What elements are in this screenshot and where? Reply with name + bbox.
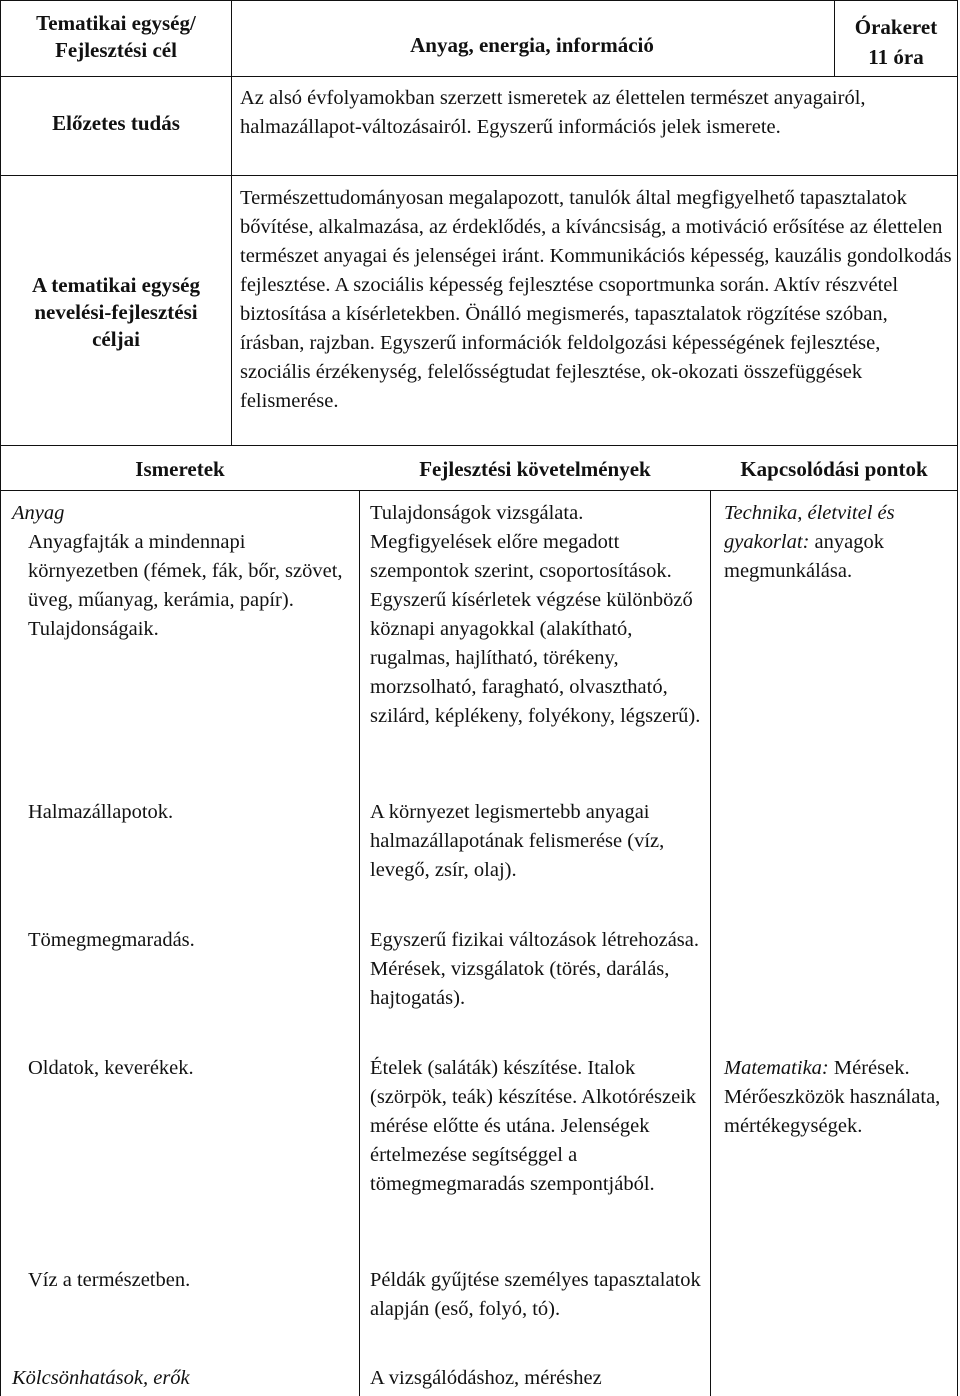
knowledge-column-divider [359,490,360,1396]
tomeg-requirements: Egyszerű fizikai változások létrehozása. Mérések, vizsgálatok (törés, darálás, hajtogatás). [370,929,699,1009]
kolcson-requirements: A vizsgálódáshoz, méréshez [370,1367,602,1389]
viz-knowledge: Víz a természetben. [28,1269,191,1291]
row-divider-3 [0,445,958,446]
anyag-knowledge: Anyagfajták a mindennapi környezetben (fémek, fák, bőr, szövet, üveg, műanyag, kerámia, papír). Tulajdonságaik. [28,531,343,640]
table-border-right [957,0,958,1396]
goals-label: A tematikai egység nevelési-fejlesztési céljai [32,273,200,351]
oldat-knowledge: Oldatok, keverékek. [28,1057,194,1079]
hours-value: 11 óra [868,45,924,69]
anyag-heading: Anyag [12,502,65,524]
anyag-connection-subject: Technika, életvitel és gyakorlat: [724,502,895,553]
viz-requirements: Példák gyűjtése személyes tapasztalatok alapján (eső, folyó, tó). [370,1269,701,1320]
anyag-requirements: Tulajdonságok vizsgálata. Megfigyelések előre megadott szempontok szerint, csoportosítások. Egyszerű kísérletek végzése különböző köznapi anyagokkal (alakítható, rugalmas, hajlítható, törékeny, morzsolható, faragható, olvasztható, szilárd, képlékeny, folyékony, légszerű). [370,502,701,727]
column-header-knowledge: Ismeretek [135,457,225,481]
anyag-connections [724,499,950,586]
table-border-top [0,0,958,1]
col1-header: Tematikai egység/ Fejlesztési cél [36,11,196,62]
anyag-connection-text: anyagok megmunkálása. [724,531,884,582]
oldat-connections [724,1054,950,1141]
row-divider-2 [0,175,958,176]
header-row-divider [0,490,958,491]
halmaz-knowledge: Halmazállapotok. [28,801,174,823]
column-header-requirements: Fejlesztési követelmények [419,457,651,481]
label-column-divider [231,0,232,445]
row-divider-1 [0,76,958,77]
hours-label: Órakeret [854,15,938,39]
oldat-requirements: Ételek (saláták) készítése. Italok (szörpök, teák) készítése. Alkotórészeik mérése előtte és utána. Jelenségek értelmezése segítséggel a tömegmegmaradás szempontjából. [370,1057,697,1195]
prior-knowledge-label: Előzetes tudás [52,111,180,135]
kolcson-heading: Kölcsönhatások, erők [12,1367,190,1389]
oldat-connection-subject: Matematika: [724,1057,829,1079]
unit-title: Anyag, energia, információ [410,33,654,57]
goals-text: Természettudományosan megalapozott, tanulók által megfigyelhető tapasztalatok bővítése, alkalmazása, az érdeklődés, a kíváncsiság, a motiváció erősítése az élettelen természet anyagai és jelenségei iránt. Kommunikációs képesség, kauzális gondolkodás fejlesztése. A szociális képesség fejlesztése csoportmunka során. Aktív részvétel biztosítása a kísérletekben. Önálló megismerés, tapasztalatok rögzítése szóban, írásban, rajzban. Egyszerű információk feldolgozási képességének fejlesztése, szociális érzékenység, felelősségtudat fejlesztése, ok-okozati összefüggések felismerése. [240,187,952,412]
oldat-connection-text: Mérések. Mérőeszközök használata, mértékegységek. [724,1057,941,1137]
requirements-column-divider [710,490,711,1396]
halmaz-requirements: A környezet legismertebb anyagai halmazállapotának felismerése (víz, levegő, zsír, olaj). [370,801,665,881]
prior-knowledge-text: Az alsó évfolyamokban szerzett ismeretek az élettelen természet anyagairól, halmazállapot-változásairól. Egyszerű információs jelek ismerete. [240,87,866,138]
tomeg-knowledge: Tömegmegmaradás. [28,929,195,951]
hours-cell-divider [834,0,835,76]
table-border-left [0,0,1,1396]
column-header-connections: Kapcsolódási pontok [740,457,928,481]
